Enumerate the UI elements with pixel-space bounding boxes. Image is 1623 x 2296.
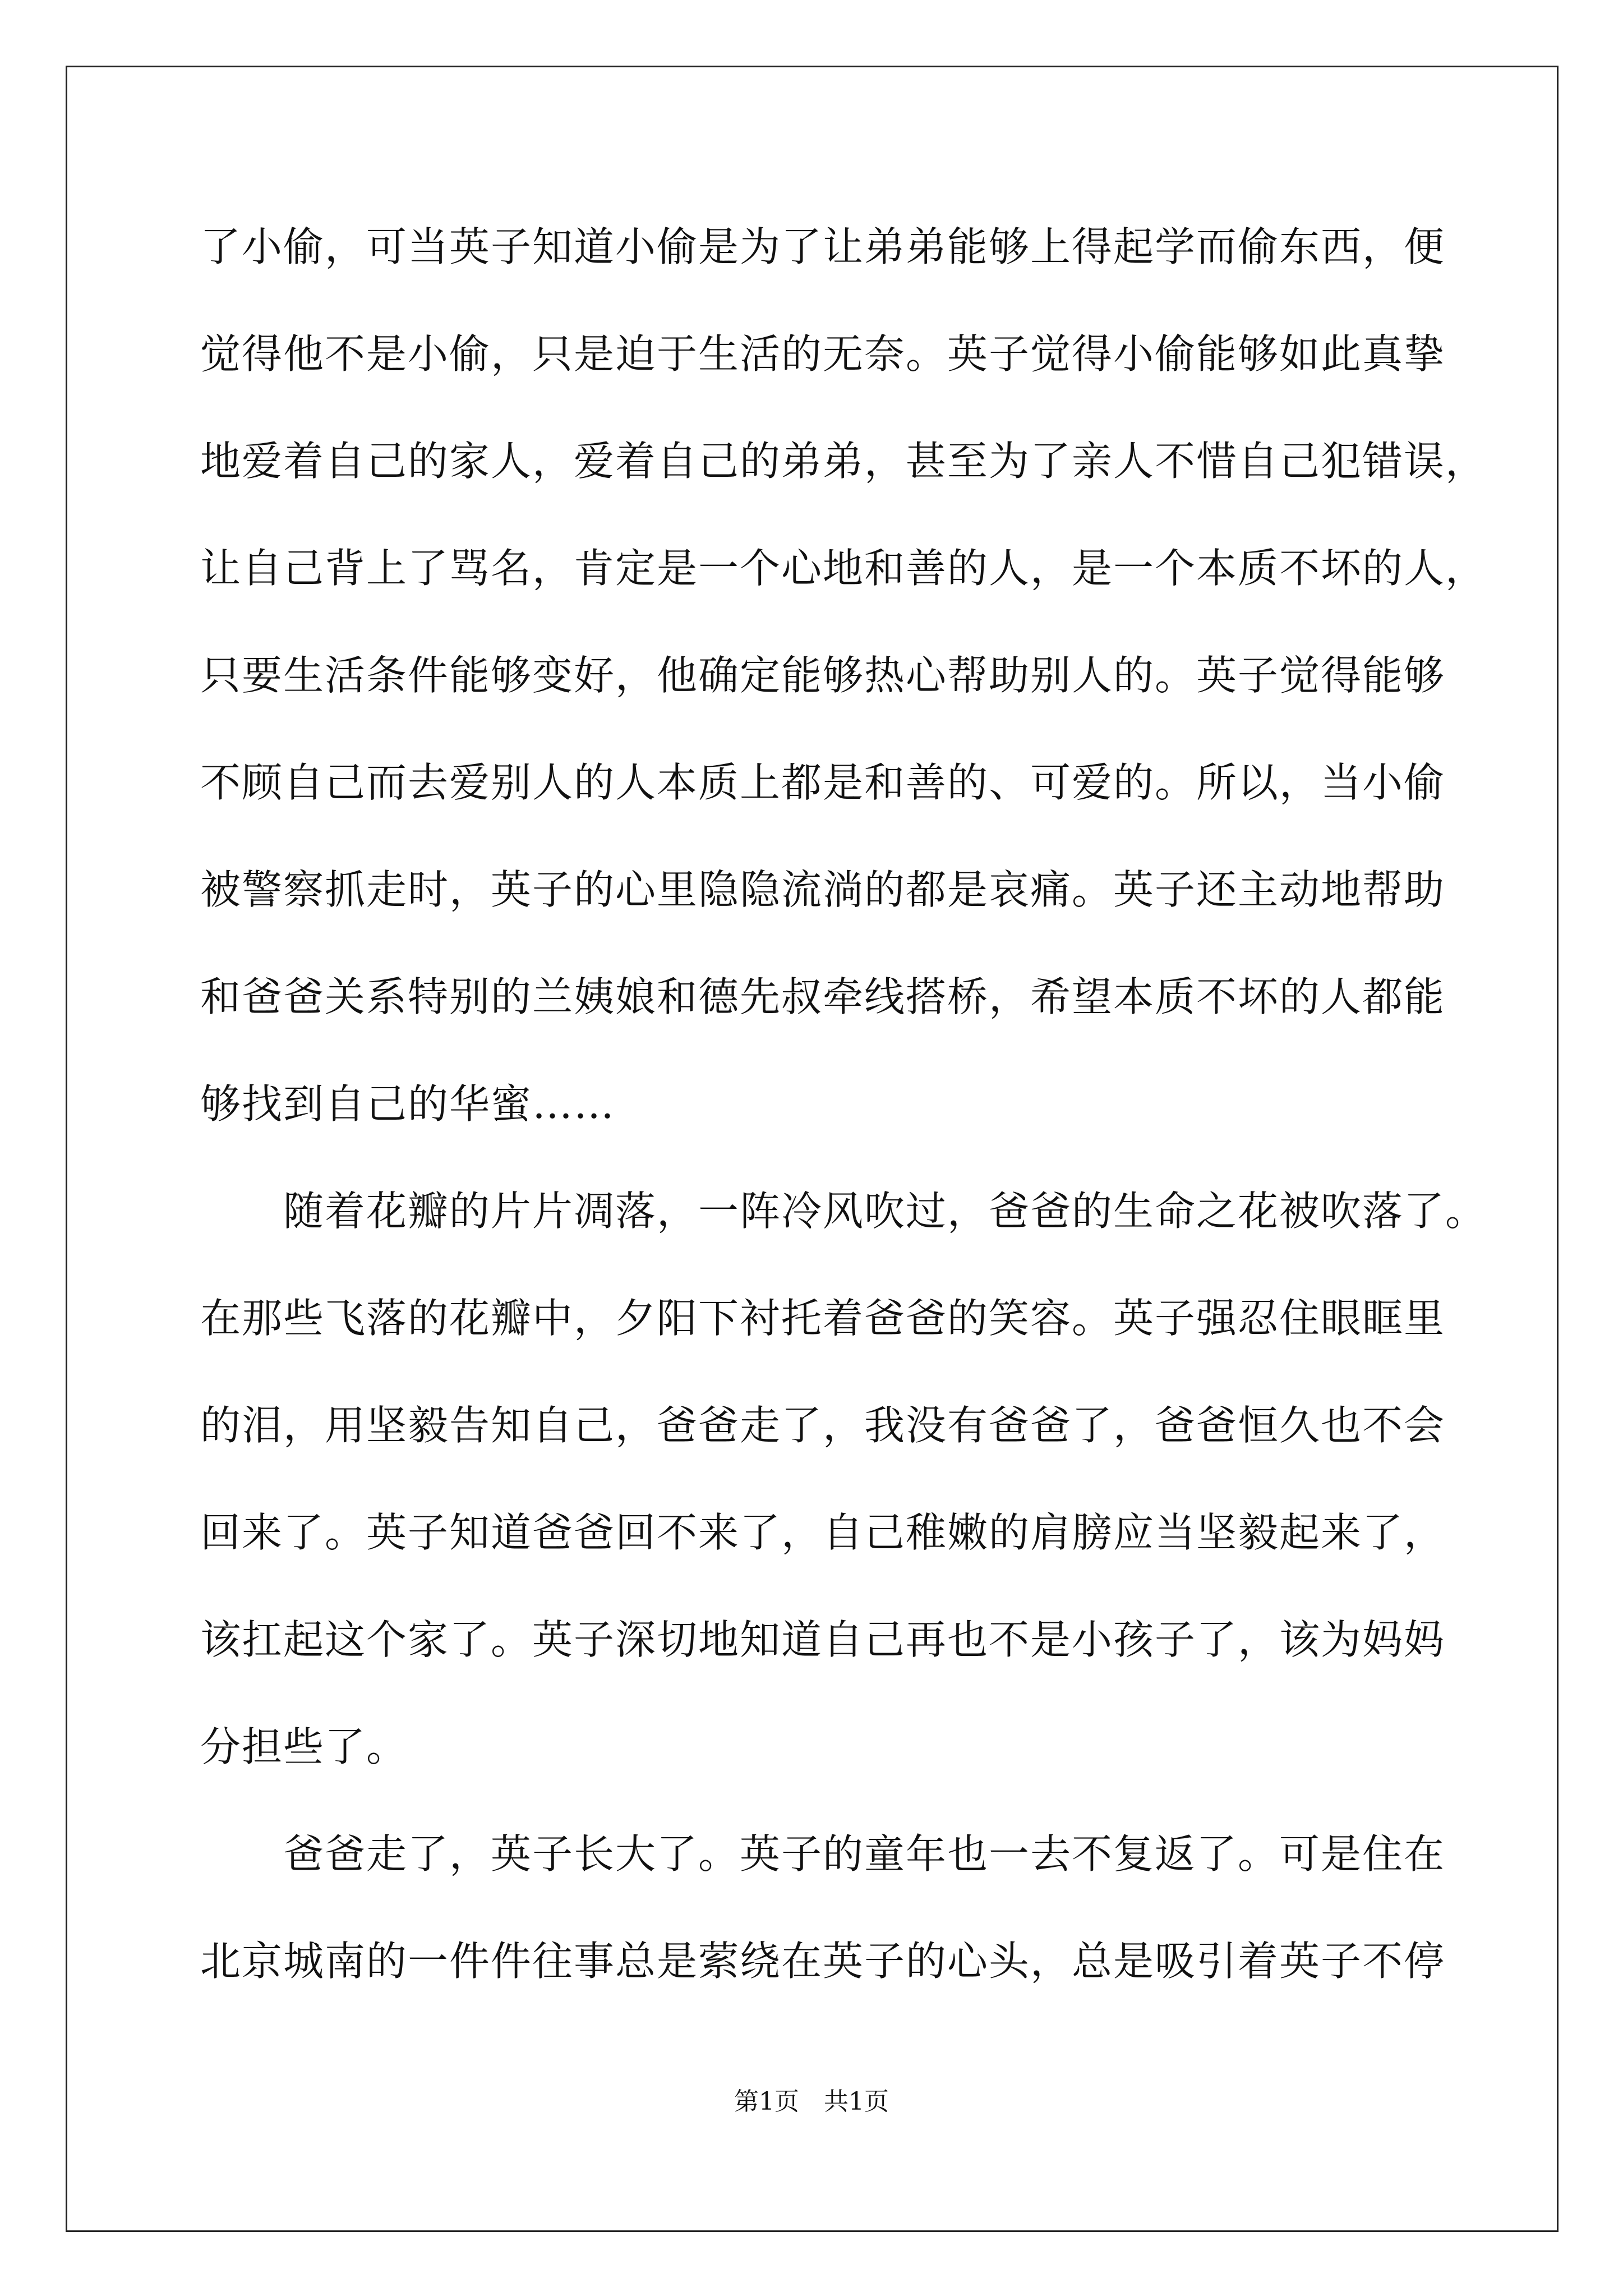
text-line: 让自己背上了骂名，肯定是一个心地和善的人，是一个本质不坏的人， bbox=[200, 545, 1487, 592]
text-line: 了小偷，可当英子知道小偷是为了让弟弟能够上得起学而偷东西，便 bbox=[200, 223, 1446, 270]
text-line: 被警察抓走时，英子的心里隐隐流淌的都是哀痛。英子还主动地帮助 bbox=[200, 866, 1446, 913]
paragraph-start-line: 随着花瓣的片片凋落，一阵冷风吹过，爸爸的生命之花被吹落了。 bbox=[283, 1188, 1487, 1235]
text-line: 够找到自己的华蜜…… bbox=[200, 1080, 616, 1128]
text-line: 的泪，用坚毅告知自己，爸爸走了，我没有爸爸了，爸爸恒久也不会 bbox=[200, 1402, 1446, 1449]
text-line: 不顾自己而去爱别人的人本质上都是和善的、可爱的。所以，当小偷 bbox=[200, 759, 1446, 806]
text-line: 分担些了。 bbox=[200, 1723, 408, 1770]
document-body bbox=[200, 213, 1487, 2035]
text-line: 北京城南的一件件往事总是萦绕在英子的心头，总是吸引着英子不停 bbox=[200, 1938, 1446, 1985]
text-line: 觉得他不是小偷，只是迫于生活的无奈。英子觉得小偷能够如此真挚 bbox=[200, 330, 1446, 378]
text-line: 回来了。英子知道爸爸回不来了，自己稚嫩的肩膀应当坚毅起来了， bbox=[200, 1509, 1446, 1556]
text-line: 该扛起这个家了。英子深切地知道自己再也不是小孩子了，该为妈妈 bbox=[200, 1616, 1446, 1663]
paragraph-start-line: 爸爸走了，英子长大了。英子的童年也一去不复返了。可是住在 bbox=[283, 1830, 1446, 1878]
text-line: 在那些飞落的花瓣中，夕阳下衬托着爸爸的笑容。英子强忍住眼眶里 bbox=[200, 1295, 1446, 1342]
text-line: 地爱着自己的家人，爱着自己的弟弟，甚至为了亲人不惜自己犯错误， bbox=[200, 438, 1487, 485]
text-line: 只要生活条件能够变好，他确定能够热心帮助别人的。英子觉得能够 bbox=[200, 652, 1446, 699]
text-line: 和爸爸关系特别的兰姨娘和德先叔牵线搭桥，希望本质不坏的人都能 bbox=[200, 973, 1446, 1020]
page-footer: 第1页 共1页 bbox=[734, 2087, 889, 2116]
